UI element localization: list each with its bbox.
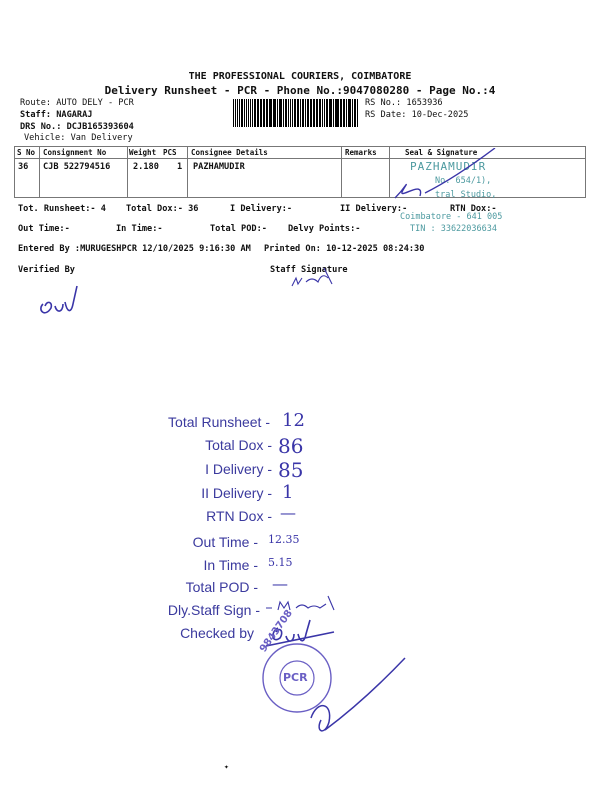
staff-text: Staff: NAGARAJ: [20, 110, 93, 120]
summary-label-staff-sign: Dly.Staff Sign -: [167, 602, 260, 618]
summary-label-dox: Total Dox -: [205, 437, 272, 453]
header-seal: Seal & Signature: [405, 148, 478, 157]
dly-staff-signature: [262, 592, 352, 616]
header-pcs: PCS: [163, 148, 177, 157]
i-delivery: I Delivery:-: [230, 204, 293, 214]
row-weight: 2.180: [133, 162, 159, 172]
summary-value-total-pod: —: [272, 574, 288, 593]
summary-label-out-time: Out Time -: [192, 534, 258, 550]
summary-value-i-delivery: 85: [278, 458, 304, 482]
entered-by: Entered By :MURUGESHPCR 12/10/2025 9:16:30 AM: [18, 244, 251, 254]
header-consignee: Consignee Details: [191, 148, 268, 157]
printed-on: Printed On: 10-12-2025 08:24:30: [264, 244, 425, 254]
summary-label-checked-by: Checked by: [180, 625, 254, 641]
seal-stamp-line-1: PAZHAMUDIR: [410, 160, 487, 173]
seal-stamp-line-4: Coimbatore - 641 005: [400, 212, 503, 222]
summary-label-rtn-dox: RTN Dox -: [206, 508, 272, 524]
rs-date: RS Date: 10-Dec-2025: [365, 110, 469, 120]
header-remarks: Remarks: [345, 148, 377, 157]
pcr-stamp-text: PCR: [283, 671, 308, 684]
barcode: [233, 99, 359, 127]
summary-label-ii-delivery: II Delivery -: [201, 485, 272, 501]
seal-stamp-line-2: No. 654/1),: [435, 176, 492, 186]
summary-value-rtn-dox: —: [280, 503, 296, 522]
route-text: Route: AUTO DELY - PCR: [20, 98, 134, 108]
drs-text: DRS No.: DCJB165393604: [20, 122, 134, 132]
rs-number: RS No.: 1653936: [365, 98, 443, 108]
header-consignment: Consignment No: [43, 148, 107, 157]
in-time: In Time:-: [116, 224, 163, 234]
total-runsheet: Tot. Runsheet:- 4: [18, 204, 106, 214]
summary-value-runsheet: 12: [282, 410, 305, 431]
row-pcs: 1: [177, 162, 183, 172]
total-pod: Total POD:-: [210, 224, 267, 234]
summary-label-total-pod: Total POD -: [185, 579, 258, 595]
vehicle-text: Vehicle: Van Delivery: [24, 133, 133, 143]
pcr-stamp-number: 9843708: [258, 608, 295, 655]
delvy-points: Delvy Points:-: [288, 224, 361, 234]
pcr-round-stamp: [255, 640, 435, 750]
seal-stamp-line-5: TIN : 33622036634: [410, 224, 497, 234]
seal-stamp-line-3: tral Studio,: [435, 190, 497, 200]
verified-signature: [35, 282, 95, 322]
row-consignment: CJB 522794516: [43, 162, 111, 172]
summary-value-out-time: 12.35: [268, 533, 300, 546]
summary-value-ii-delivery: 1: [282, 482, 294, 503]
company-name: THE PROFESSIONAL COURIERS, COIMBATORE: [188, 71, 412, 82]
summary-label-in-time: In Time -: [203, 557, 258, 573]
row-sno: 36: [18, 162, 29, 172]
summary-value-in-time: 5.15: [268, 556, 293, 569]
ii-delivery: II Delivery:-: [340, 204, 408, 214]
bottom-mark: ✦: [224, 762, 229, 771]
row-consignee: PAZHAMUDIR: [193, 162, 245, 172]
verified-by-label: Verified By: [18, 265, 75, 275]
rtn-dox: RTN Dox:-: [450, 204, 497, 214]
out-time: Out Time:-: [18, 224, 70, 234]
seal-signature-scribble: [385, 148, 505, 208]
staff-signature-scribble: [288, 262, 348, 292]
summary-value-dox: 86: [278, 434, 304, 458]
total-dox: Total Dox:- 36: [126, 204, 199, 214]
summary-label-i-delivery: I Delivery -: [205, 461, 272, 477]
staff-signature-label: Staff Signature: [270, 265, 348, 275]
header-weight: Weight: [129, 148, 157, 157]
summary-label-runsheet: Total Runsheet -: [168, 414, 270, 430]
header-sno: S No: [17, 148, 36, 157]
runsheet-subtitle: Delivery Runsheet - PCR - Phone No.:9047080280 - Page No.:4: [104, 84, 496, 97]
